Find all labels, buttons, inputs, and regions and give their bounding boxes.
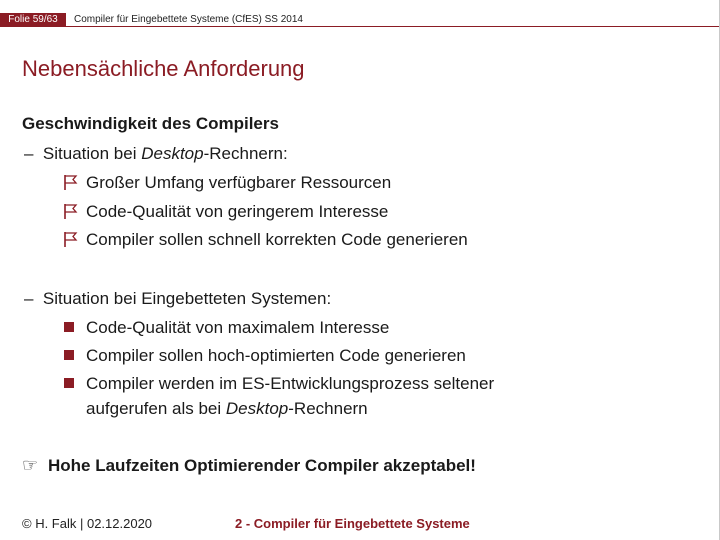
slide-title: Nebensächliche Anforderung: [22, 56, 305, 81]
list-item: [64, 317, 389, 339]
list-item-text: Compiler sollen hoch-optimierten Code generieren: [86, 346, 466, 365]
square-bullet-icon: [64, 350, 74, 360]
conclusion-text: Hohe Laufzeiten Optimierender Compiler akzeptabel!: [48, 456, 476, 475]
course-title: Compiler für Eingebettete Systeme (CfES) SS 2014: [74, 14, 303, 25]
square-bullet-icon: [64, 378, 74, 388]
header-divider: [66, 26, 720, 27]
desktop-suffix: -Rechnern:: [203, 144, 288, 163]
square-bullet-icon: [64, 322, 74, 332]
list-item: [64, 172, 391, 194]
continuation-suffix: -Rechnern: [288, 399, 368, 418]
list-item: [64, 201, 388, 223]
list-item-text: Code-Qualität von maximalem Interesse: [86, 318, 390, 337]
list-item-text: Compiler werden im ES-Entwicklungsprozess seltener: [86, 374, 495, 393]
continuation-italic: Desktop: [225, 399, 289, 418]
continuation-prefix: aufgerufen als bei: [86, 399, 226, 418]
footer-chapter: 2 - Compiler für Eingebettete Systeme: [235, 516, 470, 531]
pointing-hand-icon: ☞: [22, 455, 39, 475]
list-item: [64, 229, 468, 251]
flag-icon: [64, 204, 86, 218]
list-item: [64, 373, 494, 395]
slide-number: Folie 59/63: [0, 13, 66, 27]
dash-bullet: –: [24, 289, 34, 308]
section-heading: Geschwindigkeit des Compilers: [22, 114, 279, 133]
list-item-text: Compiler sollen schnell korrekten Code generieren: [86, 230, 468, 249]
conclusion: [22, 454, 476, 477]
desktop-italic: Desktop: [141, 144, 204, 163]
flag-icon: [64, 232, 86, 246]
embedded-situation: [24, 288, 331, 310]
list-item-text: Großer Umfang verfügbarer Ressourcen: [86, 173, 392, 192]
list-item-continuation: [86, 398, 368, 420]
embedded-text: Situation bei Eingebetteten Systemen:: [42, 289, 332, 308]
list-item-text: Code-Qualität von geringerem Interesse: [86, 202, 389, 221]
list-item: [64, 345, 466, 367]
desktop-situation: [24, 143, 288, 165]
footer-author-date: © H. Falk | 02.12.2020: [22, 516, 153, 531]
dash-bullet: –: [24, 144, 34, 163]
desktop-prefix: Situation bei: [42, 144, 142, 163]
flag-icon: [64, 175, 86, 189]
